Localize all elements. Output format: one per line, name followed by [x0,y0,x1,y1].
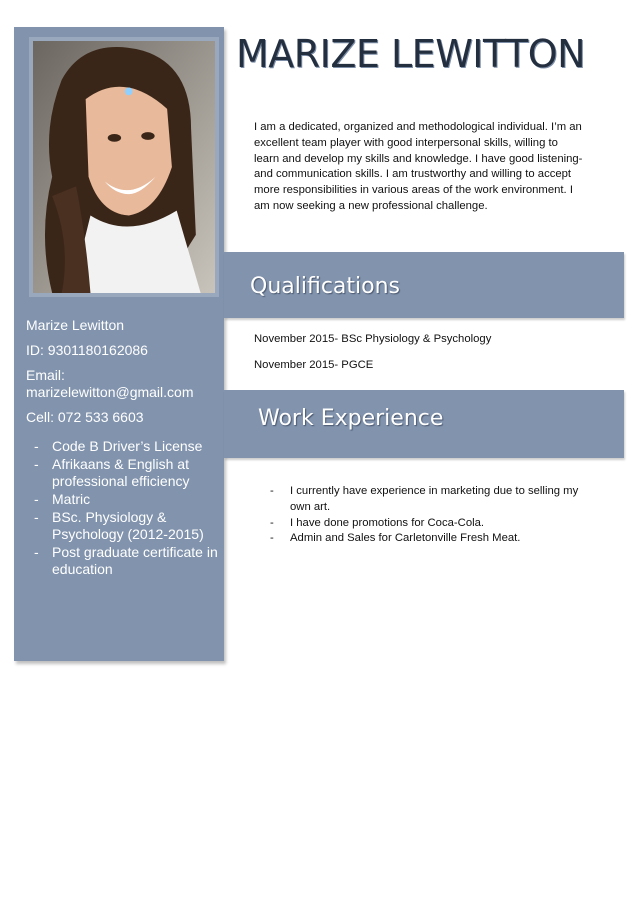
skill-item: - Post graduate certificate in education [26,544,222,578]
work-experience-list [270,484,580,547]
email-label: Email: [26,367,65,383]
work-item: - Admin and Sales for Carletonville Fresh Meat. [270,531,580,547]
skill-item: - Code B Driver’s License [26,438,222,455]
work-item: - I currently have experience in marketing due to selling my own art. [270,484,580,516]
page-title: MARIZE LEWITTON [236,32,586,76]
qualification-item: November 2015- PGCE [254,359,374,371]
work-experience-heading: Work Experience [258,406,444,431]
profile-photo [29,37,219,297]
skill-item: - Afrikaans & English at professional efficiency [26,456,222,490]
contact-info [26,317,222,579]
work-experience-banner [224,390,624,458]
contact-name: Marize Lewitton [26,317,125,333]
qualifications-list [254,332,491,384]
qualification-item: November 2015- BSc Physiology & Psychology [254,333,492,345]
qualifications-heading: Qualifications [250,274,401,299]
contact-cell: Cell: 072 533 6603 [26,409,144,425]
contact-email [26,367,222,401]
work-item: - I have done promotions for Coca-Cola. [270,516,580,532]
profile-summary: I am a dedicated, organized and methodological individual. I’m an excellent team player with good interpersonal skills, willing to learn and develop my skills and knowledge. I have good listening- and communication skills. I am trustworthy and willing to accept more responsibilities in various areas of the work environment. I am now seeking a new professional challenge. [254,121,583,212]
sidebar-panel [14,27,224,661]
qualifications-banner [224,252,624,318]
email-address: marizelewitton@gmail.com [26,384,194,400]
contact-id: ID: 9301180162086 [26,342,148,358]
portrait-image [33,41,215,293]
skills-list [26,438,222,578]
skill-item: - BSc. Physiology & Psychology (2012-2015) [26,509,222,543]
skill-item: - Matric [26,491,222,508]
